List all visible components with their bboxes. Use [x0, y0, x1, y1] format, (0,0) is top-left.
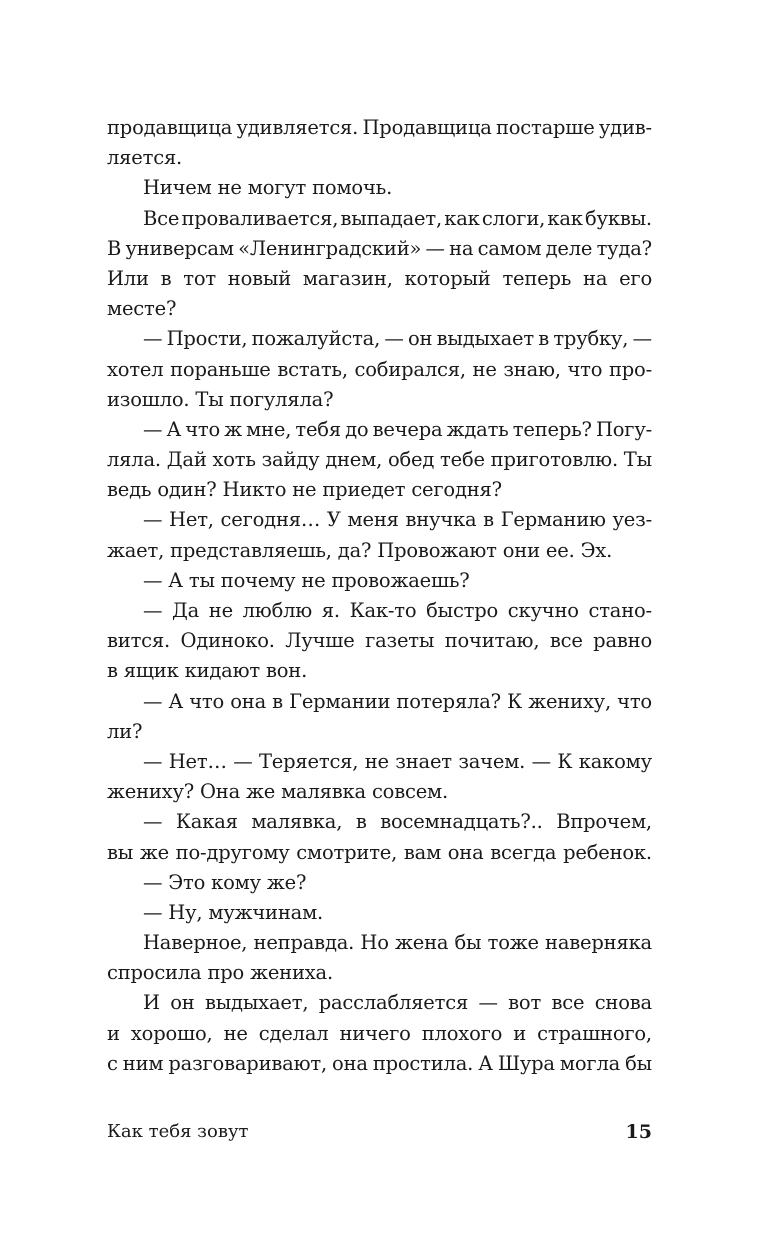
text-line: ли? [107, 719, 143, 743]
text-line: И он выдыхает, расслабляется — вот все снова [143, 991, 652, 1015]
text-line: — А ты почему не провожаешь? [143, 568, 470, 592]
text-line: Ничем не могут помочь. [143, 176, 393, 200]
text-line: спросила про жениха. [107, 961, 333, 985]
text-line: месте? [107, 297, 177, 321]
text-line: ляла. Дай хоть зайду днем, обед тебе приготовлю. Ты [107, 448, 652, 472]
text-line: хотел пораньше встать, собирался, не знаю, что про- [107, 357, 652, 381]
text-line: в ящик кидают вон. [107, 659, 308, 683]
text-line: — А что она в Германии потеряла? К жениху, что [143, 689, 652, 713]
text-line: — А что ж мне, тебя до вечера ждать теперь? Погу- [143, 417, 652, 441]
text-line: — Нет… — Теряется, не знает зачем. — К какому [143, 749, 652, 773]
text-line: — Какая малявка, в восемнадцать?.. Впрочем, [143, 810, 652, 834]
text-line: — Прости, пожалуйста, — он выдыхает в трубку, — [143, 327, 652, 351]
text-line: ляется. [107, 146, 183, 170]
text-line: ведь один? Никто не приедет сегодня? [107, 478, 502, 502]
text-line: Или в тот новый магазин, который теперь на его [107, 266, 652, 290]
text-line: и хорошо, не сделал ничего плохого и страшного, [107, 1021, 652, 1045]
text-line: — Да не люблю я. Как-то быстро скучно стано- [143, 599, 652, 622]
page-number: 15 [625, 1121, 652, 1143]
body-text [107, 113, 652, 1079]
text-line: с ним разговаривают, она простила. А Шура могла бы [107, 1051, 652, 1075]
running-footer-title: Как тебя зовут [107, 1121, 249, 1142]
text-line: Все проваливается, выпадает, как слоги, как буквы. [143, 206, 652, 230]
text-line: вится. Одиноко. Лучше газеты почитаю, все равно [107, 629, 652, 653]
text-line: жает, представляешь, да? Провожают они ее. Эх. [107, 538, 613, 562]
text-line: продавщица удивляется. Продавщица постарше удив- [107, 116, 652, 139]
text-line: — Это кому же? [143, 870, 307, 894]
text-line: — Нет, сегодня… У меня внучка в Германию уез- [143, 508, 652, 532]
text-line: Наверное, неправда. Но жена бы тоже наверняка [143, 931, 652, 955]
text-line: изошло. Ты погуляла? [107, 387, 334, 411]
text-line: вы же по-другому смотрите, вам она всегда ребенок. [107, 840, 652, 864]
text-line: — Ну, мужчинам. [143, 900, 324, 924]
text-line: жениху? Она же малявка совсем. [107, 780, 449, 804]
text-line: В универсам «Ленинградский» — на самом деле туда? [107, 236, 652, 260]
